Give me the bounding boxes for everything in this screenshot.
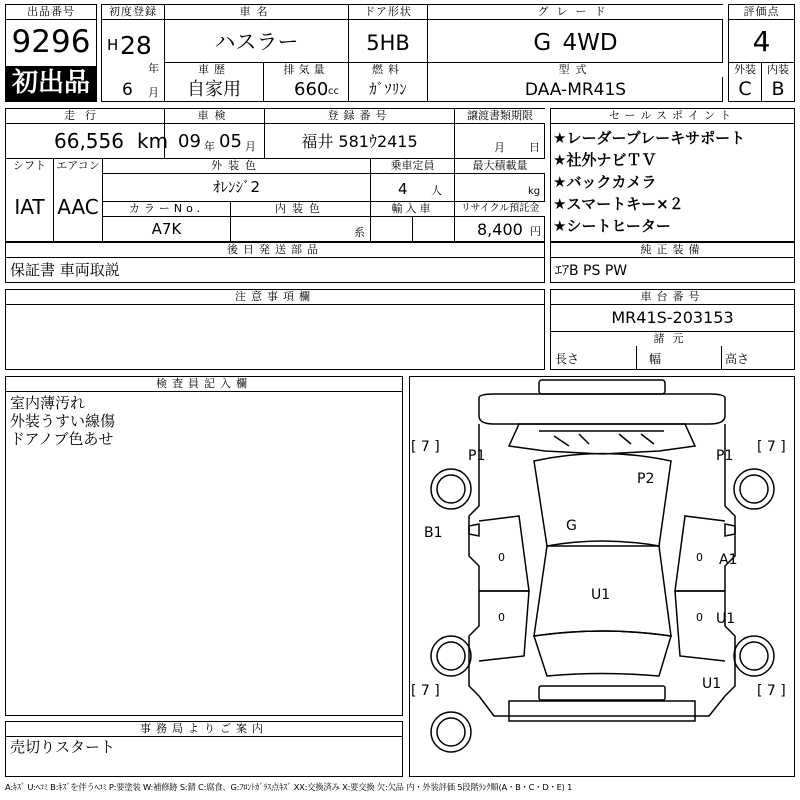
office-value: 売切りスタート (10, 738, 116, 756)
inspection-year-unit: 年 (204, 140, 215, 153)
recycle-label: リサイクル預託金 (455, 202, 545, 216)
inspection-month: 05 (219, 131, 242, 152)
dims-label: 諸元 (551, 332, 794, 346)
inspection-year: 09 (178, 131, 201, 152)
damage-code-p1-left: P1 (468, 448, 486, 464)
door-mark: 0 (498, 551, 505, 564)
rating: 4 (752, 25, 771, 58)
era: H (107, 36, 119, 54)
recycle-deposit: 8,400 (477, 220, 523, 239)
damage-code-p1-right: P1 (716, 448, 734, 464)
grade: G 4WD (533, 30, 618, 56)
rear-bumper (539, 686, 665, 700)
year-unit: 年 (148, 62, 159, 75)
first-reg-label: 初度登録 (102, 5, 164, 19)
hood-panel (534, 454, 671, 547)
fuel: ｶﾞｿﾘﾝ (369, 80, 407, 98)
plate-label: 登録番号 (265, 109, 454, 123)
inspection-month-unit: 月 (245, 140, 256, 153)
int-color-unit: 系 (354, 226, 365, 239)
sales-point-item: ★レーダーブレーキサポート (553, 129, 746, 147)
damage-code-u1-rear: U1 (702, 676, 722, 692)
inspection-label: 車検 (165, 109, 264, 123)
mileage: 66,556 (54, 129, 124, 153)
damage-code-p2: P2 (637, 471, 655, 487)
damage-code-u1-right: U1 (716, 611, 736, 627)
displacement: 660 (294, 79, 329, 100)
mileage-label: 走行 (6, 109, 164, 123)
tire-tread-rl: [ 7 ] (411, 683, 440, 699)
damage-code-b1: B1 (424, 525, 443, 541)
length-label: 長さ (555, 352, 580, 366)
capacity-label: 乗車定員 (371, 159, 454, 173)
damage-code-a1: A1 (719, 552, 738, 568)
tire-tread-fl: [ 7 ] (411, 439, 440, 455)
door-label: ドア形状 (349, 5, 427, 19)
exterior-grade: C (738, 78, 752, 100)
displacement-label: 排気量 (264, 63, 348, 77)
damage-code-legend: A:ｷｽﾞ U:ﾍｺﾐ B:ｷｽﾞを伴うﾍｺﾐ P:要塗装 W:補修跡 S:錆 C:腐食、G:ﾌﾛﾝﾄｶﾞﾗｽ点ｷｽﾞ XX:交換済み X:要交換 欠:欠品 内・外装評価 5段階ﾗﾝｸ順(A・B・C・D・E) 1 (5, 782, 573, 792)
inspector-note: 外装うすい線傷 (10, 412, 116, 430)
door-mark: 0 (498, 611, 505, 624)
import-label: 輸入車 (371, 202, 454, 216)
front-bumper (479, 394, 725, 424)
interior-label: 内装 (762, 63, 794, 77)
transfer-day-unit: 日 (529, 141, 540, 154)
office-label: 事務局よりご案内 (6, 722, 402, 736)
car-name-label: 車名 (165, 5, 348, 19)
front-bumper-upper (539, 380, 665, 394)
door-type: 5HB (366, 31, 410, 55)
car-name: ハスラー (214, 30, 299, 54)
door-mark: 0 (696, 611, 703, 624)
later-parts-value: 保証書 車両取説 (10, 261, 120, 279)
chassis-label: 車台番号 (551, 290, 794, 304)
notes-label: 注意事項欄 (6, 290, 544, 304)
capacity-unit: 人 (431, 184, 442, 197)
fuel-label: 燃料 (349, 63, 427, 77)
chassis-number: MR41S-203153 (611, 308, 734, 327)
exterior-label: 外装 (729, 63, 761, 77)
capacity: 4 (398, 180, 408, 198)
rear-glass (534, 631, 671, 676)
windshield-top (509, 424, 695, 454)
reg-month: 6 (122, 80, 133, 100)
first-listing-badge: 初出品 (6, 66, 96, 101)
rating-label: 評価点 (729, 5, 794, 19)
history: 自家用 (187, 79, 241, 100)
rear-lower-bumper (509, 701, 695, 721)
month-unit: 月 (148, 86, 159, 99)
lot-number-label: 出品番号 (6, 5, 96, 19)
width-label: 幅 (649, 352, 662, 366)
sales-point-item: ★バックカメラ (553, 173, 657, 191)
ext-color: ｵﾚﾝｼﾞ2 (212, 178, 261, 196)
model-code: DAA-MR41S (524, 80, 627, 100)
model-label: 型式 (428, 63, 723, 77)
transfer-month-unit: 月 (494, 141, 505, 154)
interior-grade: B (771, 78, 785, 100)
ac-label: エアコン (54, 159, 102, 173)
equipment-label: 純正装備 (551, 243, 794, 257)
plate-number: 福井 581ｳ2415 (301, 132, 418, 151)
color-no: A7K (151, 220, 182, 238)
later-parts-label: 後日発送部品 (6, 243, 544, 257)
car-body-outline (469, 424, 738, 716)
height-label: 高さ (725, 352, 750, 366)
reg-year: 28 (120, 31, 152, 60)
loadcap-unit: kg (528, 186, 541, 197)
equipment-value: ｴｱB PS PW (555, 263, 628, 279)
shift-label: シフト (6, 159, 53, 173)
int-color-label: 内装色 (231, 202, 370, 216)
tire-tread-rr: [ 7 ] (757, 683, 786, 699)
lot-number: 9296 (11, 24, 91, 60)
damage-code-u1-center: U1 (591, 587, 611, 603)
damage-code-g: G (566, 518, 577, 534)
mileage-unit: km (137, 129, 169, 153)
tire-tread-fr: [ 7 ] (757, 439, 786, 455)
color-no-label: カラーNo. (103, 202, 230, 216)
sales-point-item: ★スマートキー×２ (553, 195, 684, 213)
sales-points-label: セールスポイント (551, 109, 794, 123)
displacement-unit: cc (328, 86, 339, 97)
inspector-note: ドアノブ色あせ (10, 430, 114, 448)
left-rear-door (479, 591, 529, 661)
sales-point-item: ★社外ナビＴＶ (553, 151, 657, 169)
inspector-note: 室内薄汚れ (10, 394, 86, 412)
air-conditioner: AAC (57, 195, 99, 219)
history-label: 車歴 (165, 63, 263, 77)
recycle-unit: 円 (530, 225, 541, 238)
door-mark: 0 (696, 551, 703, 564)
ext-color-label: 外装色 (103, 159, 370, 173)
grade-label: グレード (428, 5, 723, 19)
car-diagram (409, 376, 795, 777)
shift: IAT (14, 195, 45, 219)
transfer-deadline-label: 譲渡書類期限 (455, 109, 545, 123)
inspector-label: 検査員記入欄 (6, 377, 402, 391)
sales-point-item: ★シートヒーター (553, 217, 671, 235)
loadcap-label: 最大積載量 (455, 159, 545, 173)
